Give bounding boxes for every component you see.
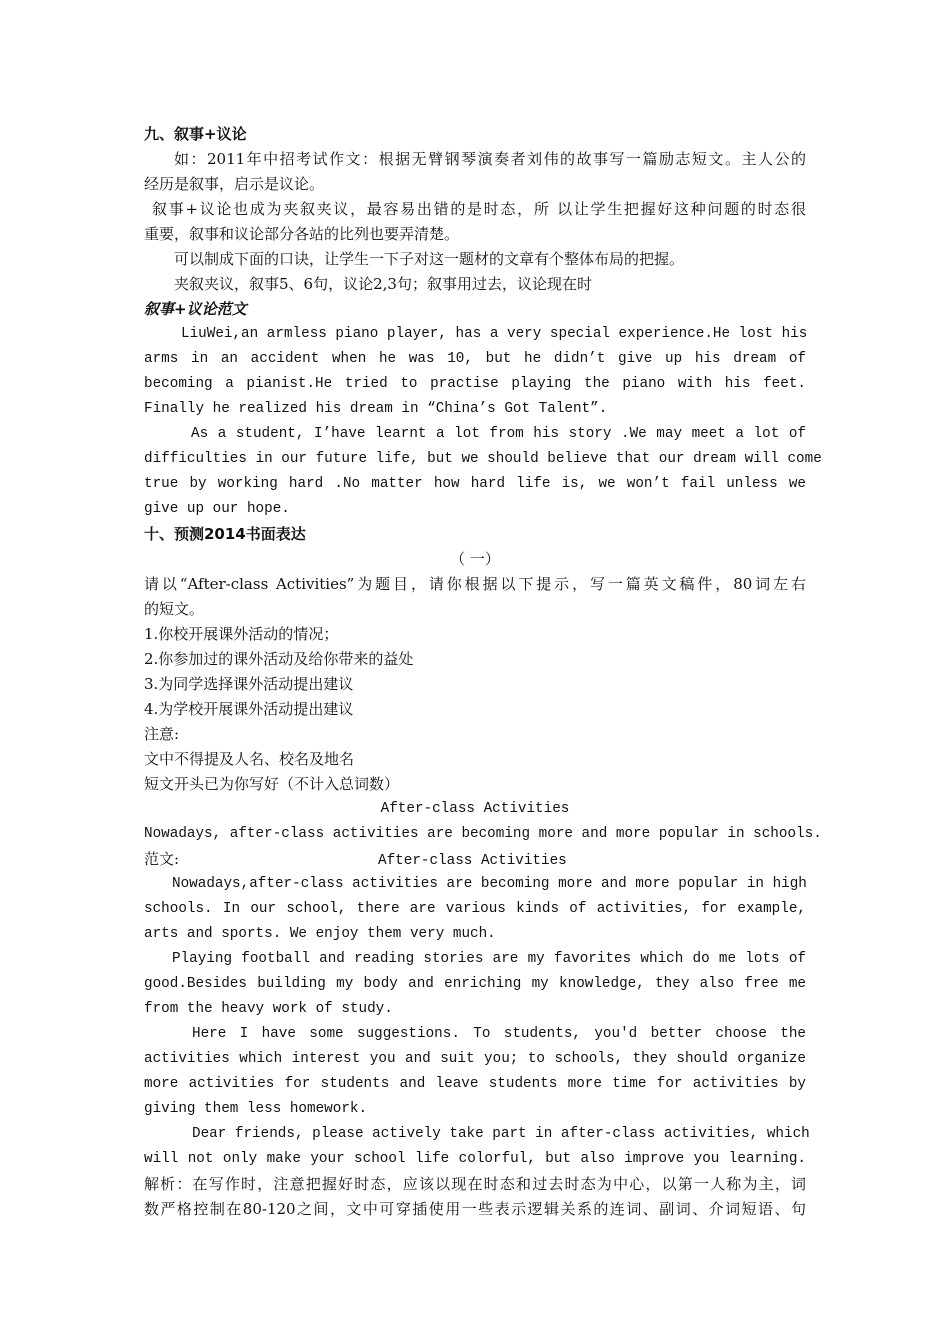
essay-p3-line: Here I have some suggestions. To students, you'd better choose the [192,1026,806,1042]
sub-number: （ 一） [450,550,500,568]
fanwen-row [144,847,806,872]
note-label: 注意: [144,725,180,743]
note-1: 文中不得提及人名、校名及地名 [144,750,355,768]
essay-p4-line: Dear friends, please actively take part in after-class activities, which [192,1126,810,1142]
analysis-line2: 数严格控制在80-120之间，文中可穿插使用一些表示逻辑关系的连词、副词、介词短语、句 [144,1200,806,1218]
essay-p3-line: activities which interest you and suit you; to schools, they should organize [144,1051,806,1067]
section-9-para2-line2: 重要，叙事和议论部分各站的比列也要弄清楚。 [144,225,460,243]
prompt-line1: 请以“After-class Activities”为题目，请你根据以下提示，写一篇英文稿件，80词左右 [144,575,806,593]
sample-p1-line: becoming a pianist.He tried to practise playing the piano with his feet. [144,376,806,392]
essay-p2-line: Playing football and reading stories are my favorites which do me lots of [172,951,806,967]
prompt-point: 2.你参加过的课外活动及给你带来的益处 [144,650,414,668]
analysis-line1: 解析：在写作时，注意把握好时态，应该以现在时态和过去时态为中心，以第一人称为主，词 [144,1175,806,1193]
essay-p4-line: will not only make your school life colorful, but also improve you learning. [144,1151,806,1167]
sample-p1-line: LiuWei,an armless piano player, has a very special experience.He lost his [181,326,808,342]
section-9-para1-line1: 如：2011年中招考试作文：根据无臂钢琴演奏者刘伟的故事写一篇励志短文。主人公的 [174,150,806,168]
sample-p1-line: Finally he realized his dream in “China’s Got Talent”. [144,401,608,417]
prompt-point: 3.为同学选择课外活动提出建议 [144,675,354,693]
prompt-point: 1.你校开展课外活动的情况； [144,625,339,643]
sample-p2-line: give up our hope. [144,501,290,517]
document-page [144,122,822,1222]
note-2: 短文开头已为你写好（不计入总词数） [144,775,400,793]
essay-p1-line: arts and sports. We enjoy them very much. [144,926,496,942]
essay-title: After-class Activities [380,801,570,817]
section-9-para1-line2: 经历是叙事，启示是议论。 [144,175,325,193]
prompt-line2: 的短文。 [144,600,205,618]
prompt-point: 4.为学校开展课外活动提出建议 [144,700,354,718]
section-9-para2-line1: 叙事+议论也成为夹叙夹议，最容易出错的是时态，所 以让学生把握好这种问题的时态很 [152,200,806,218]
section-10-heading: 十、预测2014书面表达 [144,525,306,543]
essay-p2-line: from the heavy work of study. [144,1001,393,1017]
section-9-para4: 夹叙夹议，叙事5、6句，议论2,3句；叙事用过去，议论现在时 [174,275,592,293]
essay-p1-line: Nowadays,after-class activities are becoming more and more popular in high [172,876,807,892]
essay-p2-line: good.Besides building my body and enriching my knowledge, they also free me [144,976,806,992]
essay-p1-line: schools. In our school, there are various kinds of activities, for example, [144,901,806,917]
section-9-heading: 九、叙事+议论 [144,125,247,143]
fanwen-label: 范文: [144,850,180,868]
sample-p2-line: true by working hard .No matter how hard life is, we won’t fail unless we [144,476,806,492]
section-9-para3: 可以制成下面的口诀，让学生一下子对这一题材的文章有个整体布局的把握。 [174,250,685,268]
sample-p1-line: arms in an accident when he was 10, but he didn’t give up his dream of [144,351,806,367]
sample-p2-line: difficulties in our future life, but we should believe that our dream will come [144,451,822,467]
fanwen-title: After-class Activities [378,853,567,869]
sample-p2-line: As a student, I’have learnt a lot from his story .We may meet a lot of [191,426,806,442]
opening-line: Nowadays, after-class activities are becoming more and more popular in schools. [144,826,822,842]
essay-p3-line: giving them less homework. [144,1101,368,1117]
essay-p3-line: more activities for students and leave students more time for activities by [144,1076,806,1092]
sample-essay-title: 叙事+议论范文 [144,300,247,318]
